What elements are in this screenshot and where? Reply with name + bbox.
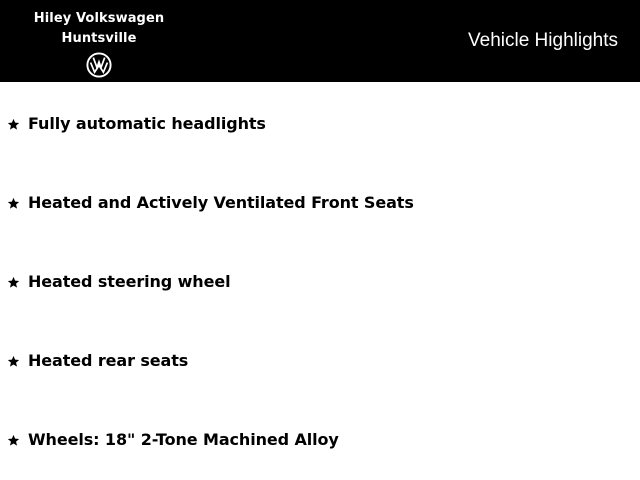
highlight-text: Heated rear seats: [28, 351, 189, 370]
volkswagen-logo-icon: [86, 52, 112, 78]
page-title: Vehicle Highlights: [468, 30, 618, 51]
header-bar: [0, 0, 640, 82]
highlight-text: Heated and Actively Ventilated Front Seats: [28, 193, 414, 212]
star-icon: [7, 118, 20, 131]
list-item: [7, 191, 414, 215]
highlight-text: Heated steering wheel: [28, 272, 231, 291]
star-icon: [7, 197, 20, 210]
star-icon: [7, 434, 20, 447]
highlight-text: Fully automatic headlights: [28, 114, 266, 133]
dealer-name-line2: Huntsville: [61, 31, 137, 46]
list-item: [7, 270, 231, 294]
list-item: [7, 112, 266, 136]
star-icon: [7, 355, 20, 368]
dealer-branding: [20, 9, 178, 78]
list-item: [7, 349, 188, 373]
list-item: [7, 428, 339, 452]
star-icon: [7, 276, 20, 289]
highlight-text: Wheels: 18" 2-Tone Machined Alloy: [28, 430, 339, 449]
dealer-name-line1: Hiley Volkswagen: [33, 11, 165, 26]
